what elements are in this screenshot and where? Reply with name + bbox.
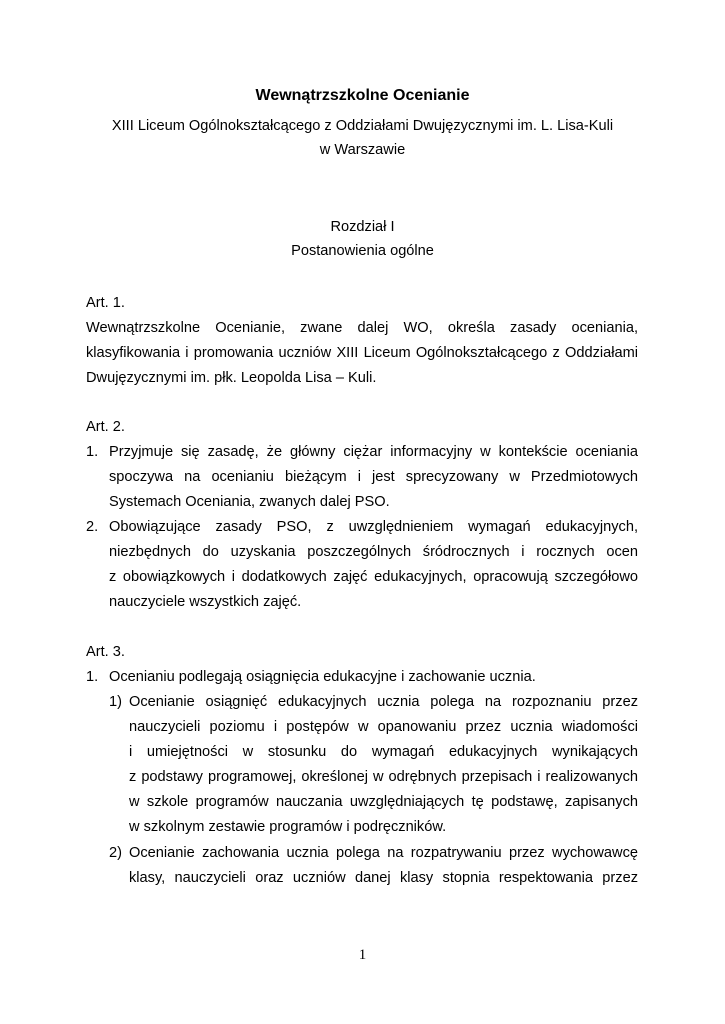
art1-label: Art. 1. (86, 295, 125, 311)
art2-item1-number: 1. (86, 444, 99, 460)
art2-label: Art. 2. (86, 419, 125, 435)
art3-sub1-line-6: w szkolnym zestawie programów i podręczników. (129, 819, 447, 835)
art3-sub1-line-1: Ocenianie osiągnięć edukacyjnych ucznia polega na rozpoznaniu przez (129, 694, 638, 710)
art2-item1-line-3: Systemach Oceniania, zwanych dalej PSO. (109, 494, 390, 510)
school-name-line: XIII Liceum Ogólnokształcącego z Oddziałami Dwujęzycznymi im. L. Lisa-Kuli (111, 118, 614, 134)
art2-item2-line-2: niezbędnych do uzyskania poszczególnych śródrocznych i rocznych ocen (109, 544, 638, 560)
art2-item1-line-1: Przyjmuje się zasadę, że główny ciężar informacyjny w kontekście oceniania (109, 444, 638, 460)
art3-sub1-number: 1) (109, 694, 122, 710)
art3-sub2-line-1: Ocenianie zachowania ucznia polega na rozpatrywaniu przez wychowawcę (129, 845, 638, 861)
art3-item1-text: Ocenianiu podlegają osiągnięcia edukacyjne i zachowanie ucznia. (109, 669, 536, 685)
art3-label: Art. 3. (86, 644, 125, 660)
art1-line-3: Dwujęzycznymi im. płk. Leopolda Lisa – Kuli. (86, 370, 377, 386)
art2-item2-line-4: nauczyciele wszystkich zajęć. (109, 594, 302, 610)
art1-line-2: klasyfikowania i promowania uczniów XIII Liceum Ogólnokształcącego z Oddziałami (86, 345, 638, 361)
art2-item2-line-1: Obowiązujące zasady PSO, z uwzględnieniem wymagań edukacyjnych, (109, 519, 638, 535)
chapter-name: Postanowienia ogólne (291, 243, 434, 259)
art3-sub1-line-3: i umiejętności w stosunku do wymagań edukacyjnych wynikających (129, 744, 638, 760)
art3-item1-number: 1. (86, 669, 99, 685)
chapter-number: Rozdział I (330, 219, 395, 235)
art3-sub2-line-2: klasy, nauczycieli oraz uczniów danej klasy stopnia respektowania przez (129, 870, 638, 886)
art3-sub1-line-4: z podstawy programowej, określonej w odrębnych przepisach i realizowanych (129, 769, 638, 785)
art1-line-1: Wewnątrzszkolne Ocenianie, zwane dalej WO, określa zasady oceniania, (86, 320, 638, 336)
art2-item2-number: 2. (86, 519, 99, 535)
art3-sub1-line-5: w szkole programów nauczania uwzględniających tę podstawę, zapisanych (129, 794, 638, 810)
school-city-line: w Warszawie (319, 142, 406, 158)
page-number: 1 (358, 947, 367, 963)
art3-sub2-number: 2) (109, 845, 122, 861)
document-title: Wewnątrzszkolne Ocenianie (255, 87, 470, 104)
art3-sub1-line-2: nauczycieli poziomu i postępów w opanowaniu przez ucznia wiadomości (129, 719, 638, 735)
art2-item2-line-3: z obowiązkowych i dodatkowych zajęć edukacyjnych, opracowują szczegółowo (109, 569, 638, 585)
art2-item1-line-2: spoczywa na ocenianiu bieżącym i jest sprecyzowany w Przedmiotowych (109, 469, 638, 485)
